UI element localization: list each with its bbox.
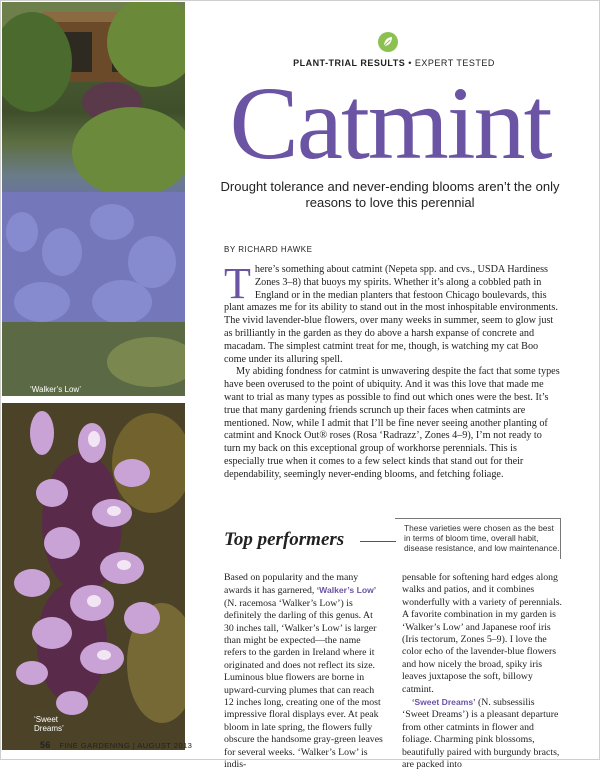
kicker-rest: EXPERT TESTED [414,58,495,68]
column-1-body: (N. racemosa ‘Walker’s Low’) is definitely the darling of this genus. At 30 inches tall, ‘Walker’s Low’ is larger than might be expected—the name refers to the garden in Ireland where it originated and does not reflect its size. Luminous blue flowers are borne in upward-curving plumes that can reach 12 inches long, creating one of the most impressive floral displays ever. At peak bloom in late spring, the flowers fully obscure the handsome gray-green leaves for several weeks. ‘Walker’s Low’ is indis- [224,597,383,771]
publication-info: FINE GARDENING | AUGUST 2013 [59,741,193,750]
intro-text [224,259,560,482]
column-2-paragraph-1: pensable for softening hard edges along walks and patios, and it combines wonderfully with a variety of perennials. A favorite combination in my garden is ‘Walker’s Low’ and Japanese roof iris (Iris tectorum, Zones 5–9). I love the color echo of the lavender-blue flowers and how nicely the broad, spiky iris leaves juxtapose the soft, billowy catmint. [402,572,562,695]
flower-closeup-image [2,403,185,750]
page-footer [40,740,192,750]
plant-name-walkers-low: ‘Walker’s Low’ [316,585,377,596]
column-2-body: (N. subsessilis ‘Sweet Dreams’) is a pleasant departure from other catmints in flower and foliage. Charming pink blossoms, beautifully paired with burgundy bracts, are packed into [402,697,560,771]
garden-scene-image [2,2,185,396]
article-title: Catmint [229,66,551,181]
bottom-photo-caption: ‘Sweet Dreams’ [34,715,64,733]
column-2-paragraph-2 [402,696,562,771]
sweet-dreams-photo [2,403,185,750]
column-1-paragraph [224,572,384,772]
drop-cap: T [224,259,251,308]
intro-paragraph-1-text: here’s something about catmint (Nepeta spp. and cvs., USDA Hardiness Zones 3–8) that buoys my spirits. Whether it’s along a cobbled path in England or in the median planters that festoon Chicago boulevards, this plant amazes me for its ability to stand out in the most inhospitable environments. The vivid lavender-blue flowers, over many weeks in summer, seem to glow just as brilliantly in the garden as they do above a harsh expanse of concrete and macadam. The simplest catmint treat for me, though, is watching my cat Boo come under its alluring spell. [224,264,558,365]
kicker-bold: PLANT-TRIAL RESULTS [293,58,406,68]
section-rule [360,541,396,542]
top-photo-caption: ‘Walker’s Low’ [30,385,81,394]
page-number: 56 [40,740,51,750]
column-1-lead: Based on popularity and the many awards it has garnered, [224,572,359,597]
intro-paragraph-1 [224,259,560,366]
kicker-separator: • [405,58,415,68]
section-note: These varieties were chosen as the best in terms of bloom time, overall habit, disease resistance, and low maintenance. [404,523,560,554]
body-column-1 [224,572,384,772]
body-column-2 [402,572,562,772]
leaf-icon [378,32,398,52]
byline: BY RICHARD HAWKE [224,245,313,254]
plant-name-sweet-dreams: ‘Sweet Dreams’ [412,697,476,708]
walkers-low-photo [2,2,185,396]
article-deck: Drought tolerance and never-ending blooms aren’t the only reasons to love this perennial [220,179,560,210]
section-title: Top performers [224,529,345,550]
intro-paragraph-2: My abiding fondness for catmint is unwavering despite the fact that some types have been overused to the point of ubiquity. And it was this love that made me want to trial as many types as possible to find out which ones were the best. It’s true that many gardening friends scrunch up their faces when catmints are mentioned. Now, while I admit that I’ll be fine never seeing another planting of catmint and Knock Out® roses (Rosa ‘Radrazz’, Zones 4–9), I’m not ready to turn my back on this exceptional group of workhorse perennials. This is especially true when it comes to a few select kinds that stand out for their dependability, seemingly never-ending blooms, and fetching foliage. [224,366,560,480]
